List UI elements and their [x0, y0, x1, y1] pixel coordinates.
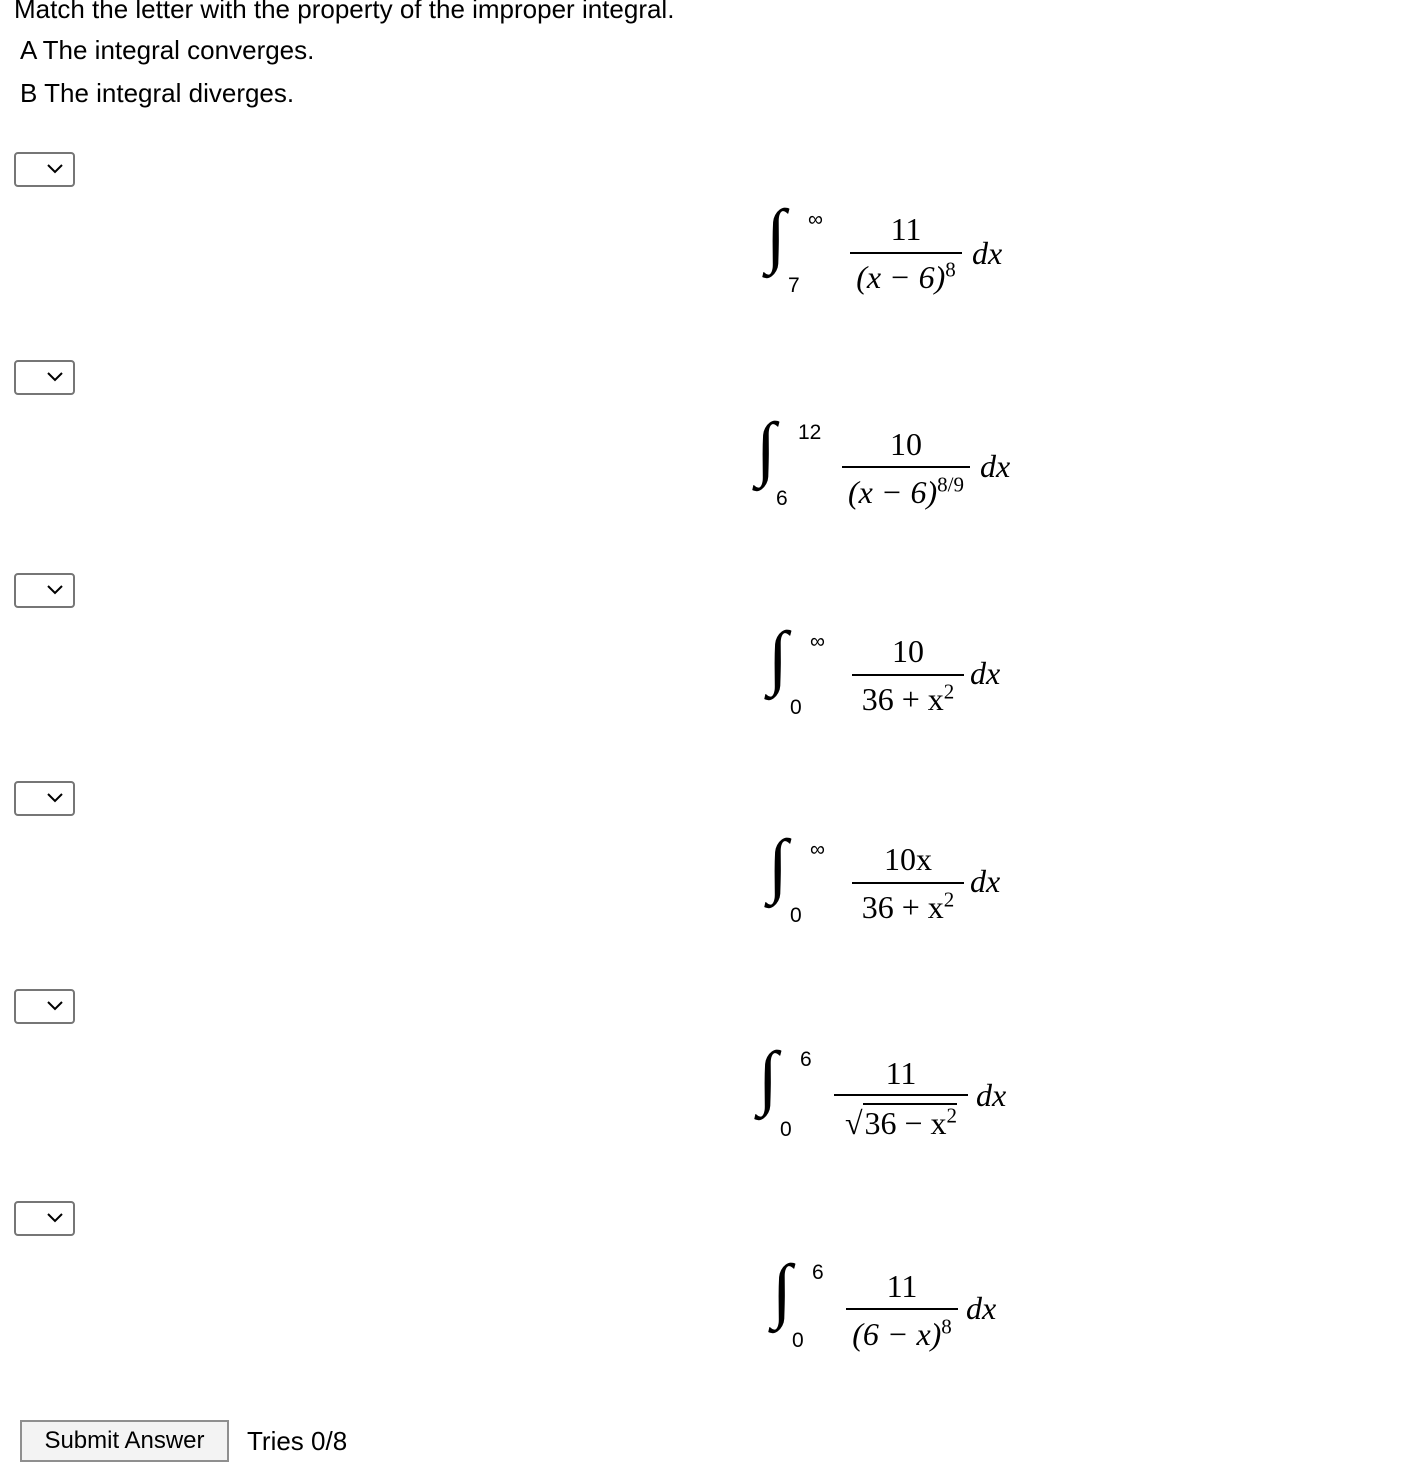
answer-select-2[interactable]: [14, 360, 75, 395]
chevron-down-icon: [46, 163, 64, 175]
answer-select-4[interactable]: [14, 781, 75, 816]
differential: dx: [980, 448, 1011, 484]
tries-counter: Tries 0/8: [247, 1426, 348, 1456]
option-b: B The integral diverges.: [20, 78, 295, 108]
fraction-bar: [852, 674, 964, 676]
fraction-bar: [846, 1308, 958, 1310]
integral-sign: ∫: [772, 1250, 792, 1330]
numerator: 11: [885, 1055, 917, 1091]
lower-limit: 0: [780, 1118, 792, 1141]
integral-sign: ∫: [766, 195, 786, 275]
fraction-bar: [834, 1094, 968, 1096]
differential: dx: [970, 655, 1001, 691]
answer-select-1[interactable]: [14, 152, 75, 187]
upper-limit: ∞: [810, 838, 825, 861]
numerator: 11: [890, 211, 922, 247]
answer-select-6[interactable]: [14, 1201, 75, 1236]
radical-icon: √: [844, 1105, 863, 1141]
upper-limit: ∞: [810, 630, 825, 653]
lower-limit: 0: [790, 904, 802, 927]
denominator: $(x - 6)^{8/9}$: [848, 472, 964, 510]
integral-sign: ∫: [758, 1037, 778, 1117]
option-a: A The integral converges.: [20, 35, 315, 65]
integral-sign: ∫: [756, 408, 776, 488]
instructions: Match the letter with the property of the improper integral.: [14, 0, 675, 24]
fraction-bar: [850, 252, 962, 254]
answer-select-3[interactable]: [14, 573, 75, 608]
integral-6: [772, 1250, 1032, 1360]
upper-limit: 6: [812, 1261, 824, 1284]
upper-limit: 12: [798, 421, 822, 444]
integral-sign: ∫: [768, 825, 788, 905]
denominator: $(6 - x)^8$: [852, 1314, 952, 1352]
numerator: 10: [892, 633, 924, 669]
chevron-down-icon: [46, 1000, 64, 1012]
differential: dx: [976, 1077, 1007, 1113]
differential: dx: [972, 235, 1003, 271]
numerator: 11: [886, 1268, 918, 1304]
chevron-down-icon: [46, 792, 64, 804]
differential: dx: [970, 863, 1001, 899]
chevron-down-icon: [46, 584, 64, 596]
denominator: $(x - 6)^8$: [856, 257, 956, 295]
integral-5: [758, 1037, 1028, 1147]
chevron-down-icon: [46, 371, 64, 383]
lower-limit: 7: [788, 274, 800, 297]
lower-limit: 0: [792, 1329, 804, 1352]
integral-2: [756, 408, 1036, 518]
denominator: $36 + x^2$: [861, 679, 955, 717]
upper-limit: ∞: [808, 208, 823, 231]
integral-1: [766, 195, 1026, 305]
numerator: 10: [890, 426, 922, 462]
chevron-down-icon: [46, 1212, 64, 1224]
integral-sign: ∫: [768, 617, 788, 697]
numerator: 10x: [884, 841, 932, 877]
fraction-bar: [852, 882, 964, 884]
integral-3: [768, 617, 1028, 727]
differential: dx: [966, 1290, 997, 1326]
denominator: $36 + x^2$: [861, 887, 955, 925]
upper-limit: 6: [800, 1048, 812, 1071]
integral-4: [768, 825, 1028, 935]
submit-answer-button[interactable]: Submit Answer: [20, 1420, 229, 1462]
fraction-bar: [842, 466, 970, 468]
lower-limit: 0: [790, 696, 802, 719]
lower-limit: 6: [776, 487, 788, 510]
denominator: $√36 - x^2$: [844, 1103, 958, 1141]
answer-select-5[interactable]: [14, 989, 75, 1024]
